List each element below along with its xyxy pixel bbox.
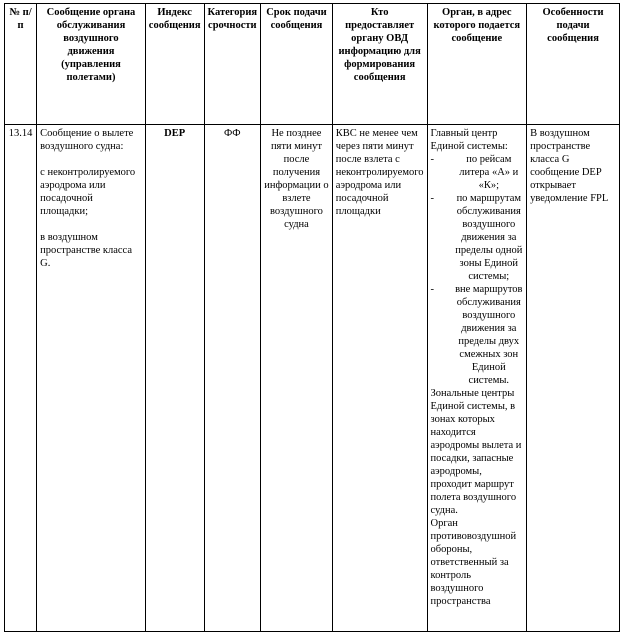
dash-bullet-icon: -: [430, 193, 434, 204]
dash-bullet-icon: -: [430, 284, 434, 295]
message-case-uncontrolled: с неконтролируемого аэродрома или посадочной площадки;: [40, 167, 136, 217]
header-category: Категория срочности: [204, 4, 261, 125]
list-item: - по рейсам литера «А» и «К»;: [430, 154, 519, 191]
cell-number: 13.14: [5, 125, 37, 632]
header-number: № п/п: [5, 4, 37, 125]
message-title: Сообщение о вылете воздушного судна:: [40, 128, 134, 152]
cell-deadline: Не позднее пяти минут после получения информации о взлете воздушного судна: [261, 125, 333, 632]
header-notes: Особенности подачи сообщения: [527, 4, 620, 125]
recipient-zonal: Зональные центры Единой системы, в зонах которых находится аэродромы вылета и посадки, запасные аэродромы, проходит маршрут полета воздушного судна.: [430, 388, 522, 516]
cell-recipient: [427, 125, 527, 632]
dash-bullet-icon: -: [430, 154, 434, 165]
header-recipient: Орган, в адрес которого подается сообщение: [427, 4, 527, 125]
header-index: Индекс сообщения: [145, 4, 204, 125]
cell-notes: В воздушном пространстве класса G сообщение DEP открывает уведомление FPL: [527, 125, 620, 632]
cell-provider: КВС не менее чем через пяти минут после взлета с неконтролируемого аэродрома или посадочной площадки: [332, 125, 427, 632]
list-item: - вне маршрутов обслуживания воздушного движения за пределы двух смежных зон Единой системы.: [430, 284, 523, 386]
header-message: Сообщение органа обслуживания воздушного движения (управления полетами): [37, 4, 146, 125]
document-table: [4, 3, 620, 632]
table-row: [5, 125, 620, 632]
cell-index: DEP: [145, 125, 204, 632]
recipient-list: [431, 153, 524, 387]
list-item: - по маршрутам обслуживания воздушного движения за пределы одной зоны Единой системы;: [430, 193, 523, 282]
recipient-defense: Орган противовоздушной обороны, ответственный за контроль воздушного пространства: [430, 518, 517, 607]
header-deadline: Срок подачи сообщения: [261, 4, 333, 125]
header-provider: Кто предоставляет органу ОВД информацию для формирования сообщения: [332, 4, 427, 125]
cell-message: [37, 125, 146, 632]
table-header-row: [5, 4, 620, 125]
cell-category: ФФ: [204, 125, 261, 632]
recipient-intro: Главный центр Единой системы:: [430, 128, 508, 152]
message-case-class-g: в воздушном пространстве класса G.: [40, 232, 133, 269]
